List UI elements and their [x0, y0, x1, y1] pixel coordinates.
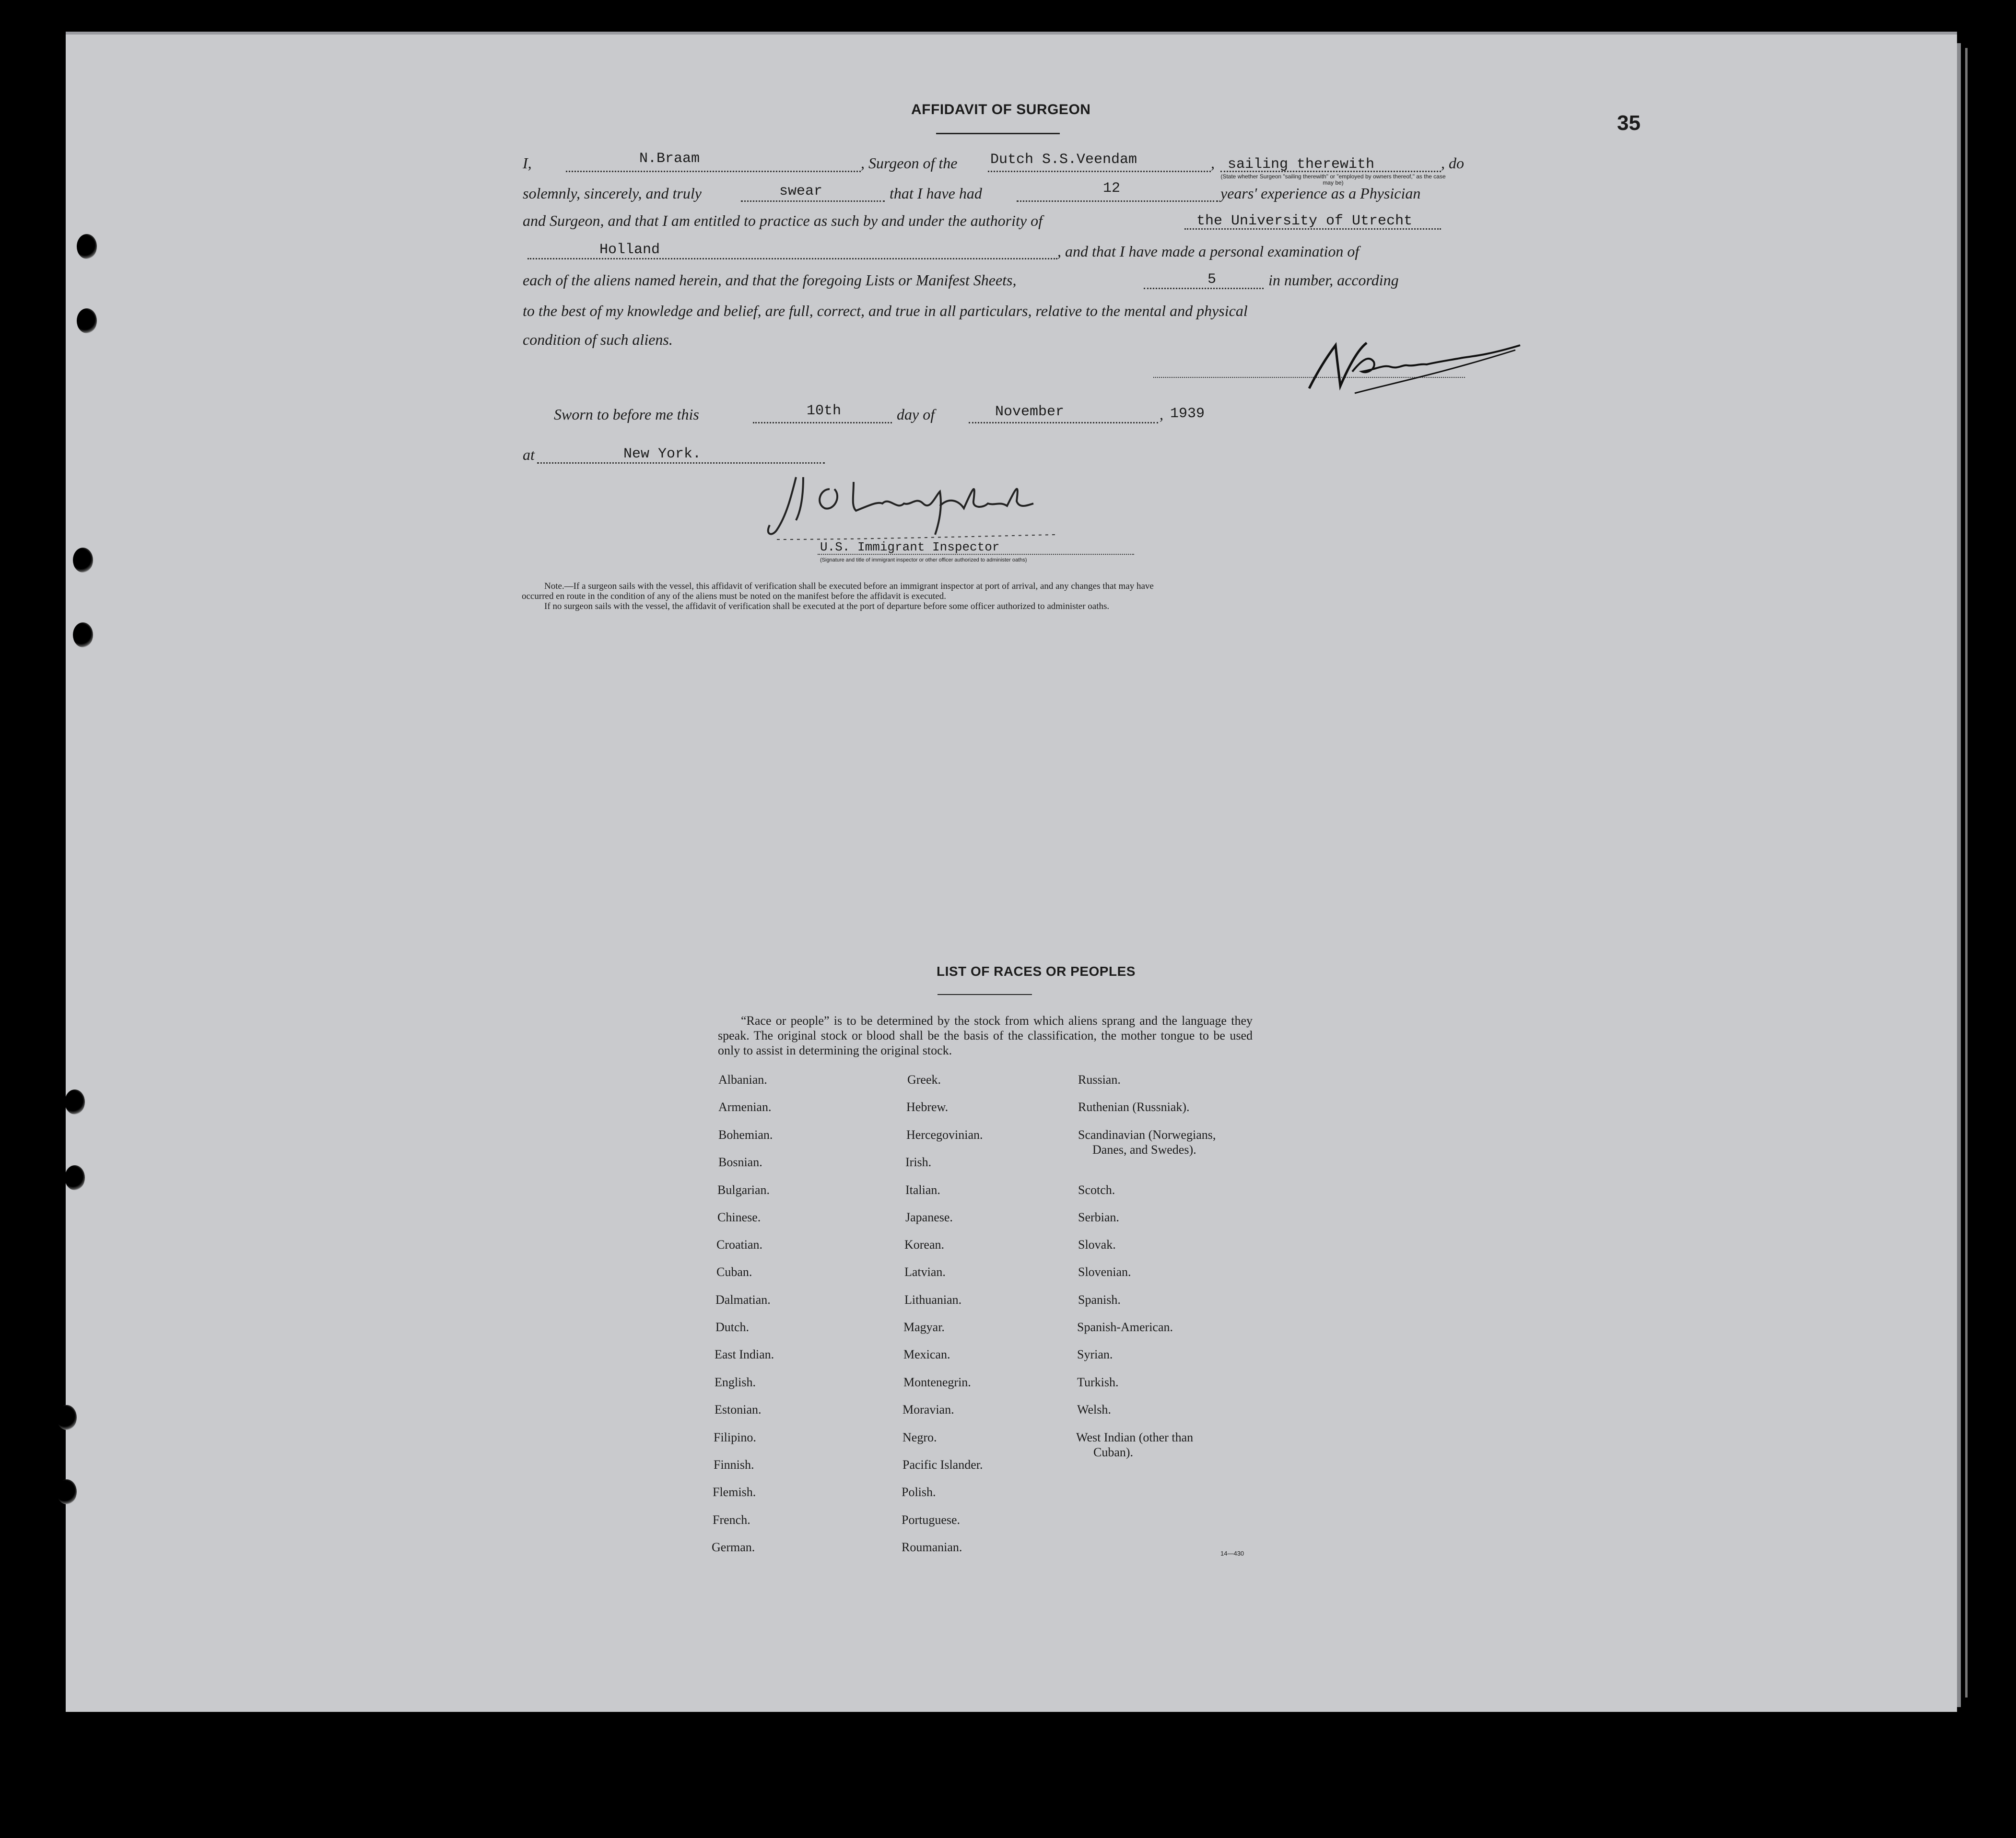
- blank-line: [741, 200, 885, 202]
- sworn-place: New York.: [623, 446, 702, 462]
- title-underline: [936, 133, 1060, 134]
- race-item: Scotch.: [1078, 1183, 1115, 1197]
- race-item: Greek.: [907, 1073, 941, 1087]
- race-item: Scandinavian (Norwegians,: [1078, 1128, 1216, 1142]
- race-item: Negro.: [903, 1430, 937, 1444]
- form-text: , Surgeon of the: [861, 154, 958, 172]
- note-line: occurred en route in the condition of any of the aliens must be noted on the manifest before the affidavit is executed.: [522, 591, 946, 601]
- form-text: that I have had: [890, 185, 982, 202]
- race-item: Turkish.: [1077, 1375, 1119, 1389]
- blank-line: [969, 422, 1158, 423]
- race-item: Dutch.: [715, 1320, 750, 1334]
- surgeon-signature: [1295, 326, 1525, 398]
- form-text: Sworn to before me this: [554, 406, 699, 423]
- race-item: Spanish.: [1078, 1293, 1121, 1307]
- race-item: Pacific Islander.: [903, 1458, 983, 1472]
- race-item: Croatian.: [716, 1238, 763, 1252]
- race-item: Slovak.: [1078, 1238, 1116, 1252]
- race-item: Latvian.: [904, 1265, 946, 1279]
- form-text: years' experience as a Physician: [1220, 185, 1421, 202]
- form-text: at: [523, 446, 535, 463]
- form-text: day of: [897, 406, 935, 423]
- race-item: Slovenian.: [1078, 1265, 1131, 1279]
- oath-type: swear: [779, 183, 823, 199]
- race-item: Montenegrin.: [903, 1375, 971, 1389]
- race-item: Syrian.: [1077, 1347, 1113, 1361]
- binder-hole: [65, 1089, 85, 1114]
- sworn-month: November: [995, 404, 1065, 420]
- race-item: French.: [713, 1513, 750, 1527]
- form-text: to the best of my knowledge and belief, are full, correct, and true in all particulars, relative to the mental and physical: [523, 302, 1248, 319]
- status-caption: (State whether Surgeon "sailing therewith" or "employed by owners thereof," as the case may be): [1220, 173, 1446, 186]
- race-item: Portuguese.: [902, 1513, 961, 1527]
- sheet-count: 5: [1207, 271, 1217, 288]
- note-line: Note.—If a surgeon sails with the vessel, this affidavit of verification shall be executed before an immigrant inspector at port of arrival, and any changes that may have: [544, 581, 1154, 591]
- page-edge: [1965, 48, 1968, 1698]
- binder-hole: [65, 1165, 85, 1190]
- note-line: If no surgeon sails with the vessel, the affidavit of verification shall be executed at the port of departure before some officer authorized to administer oaths.: [544, 601, 1110, 611]
- form-text: in number, according: [1268, 271, 1399, 289]
- race-item: Roumanian.: [902, 1540, 962, 1554]
- sworn-day: 10th: [807, 403, 842, 419]
- form-text: and Surgeon, and that I am entitled to practice as such by and under the authority of: [523, 212, 1043, 229]
- form-text: , and that I have made a personal examination of: [1057, 243, 1360, 260]
- binder-hole: [57, 1479, 77, 1504]
- races-title: LIST OF RACES OR PEOPLES: [937, 964, 1136, 979]
- binder-hole: [73, 548, 93, 573]
- race-item: Moravian.: [903, 1403, 954, 1417]
- race-item: Polish.: [902, 1485, 936, 1499]
- binder-hole: [77, 234, 97, 259]
- form-text: solemnly, sincerely, and truly: [523, 185, 702, 202]
- race-item: Cuban).: [1093, 1445, 1134, 1459]
- inspector-signature: [758, 468, 1103, 544]
- race-item: Cuban.: [716, 1265, 752, 1279]
- race-item: German.: [712, 1540, 755, 1554]
- race-item: Bohemian.: [718, 1128, 773, 1142]
- race-item: Lithuanian.: [904, 1293, 962, 1307]
- blank-line: [1144, 288, 1264, 289]
- race-item: Japanese.: [905, 1210, 953, 1224]
- page-edge: [66, 32, 1957, 35]
- race-item: Ruthenian (Russniak).: [1078, 1100, 1190, 1114]
- authority-country: Holland: [599, 242, 660, 258]
- form-text: ,: [1160, 406, 1163, 423]
- race-item: Estonian.: [715, 1403, 762, 1417]
- surgeon-name: N.Braam: [639, 151, 700, 167]
- form-number: 14—430: [1220, 1550, 1244, 1557]
- race-item: Russian.: [1078, 1073, 1121, 1087]
- race-item: Welsh.: [1077, 1403, 1111, 1417]
- race-item: Armenian.: [718, 1100, 772, 1114]
- race-item: Italian.: [905, 1183, 940, 1197]
- form-text: each of the aliens named herein, and that the foregoing Lists or Manifest Sheets,: [523, 271, 1017, 289]
- binder-hole: [77, 308, 97, 333]
- blank-line: [753, 422, 892, 423]
- race-item: Spanish-American.: [1077, 1320, 1173, 1334]
- race-item: Bosnian.: [718, 1155, 762, 1169]
- inspector-caption: (Signature and title of immigrant inspector or other officer authorized to administer oaths): [820, 557, 1027, 563]
- page-edge: [1957, 43, 1961, 1707]
- form-text: ,: [1211, 154, 1215, 172]
- race-item: Finnish.: [714, 1458, 754, 1472]
- form-text: , do: [1441, 154, 1464, 172]
- authority: the University of Utrecht: [1196, 213, 1413, 229]
- sworn-year: 1939: [1170, 406, 1205, 422]
- race-item: Mexican.: [903, 1347, 950, 1361]
- race-item: Magyar.: [903, 1320, 945, 1334]
- title-underline: [938, 994, 1032, 995]
- race-item: Serbian.: [1078, 1210, 1119, 1224]
- race-item: East Indian.: [715, 1347, 774, 1361]
- affidavit-title: AFFIDAVIT OF SURGEON: [911, 102, 1091, 117]
- race-item: Chinese.: [717, 1210, 761, 1224]
- blank-line: [527, 258, 1057, 259]
- form-text: I,: [523, 154, 532, 172]
- blank-line: [537, 462, 825, 464]
- race-item: Danes, and Swedes).: [1092, 1143, 1196, 1157]
- race-item: Irish.: [905, 1155, 932, 1169]
- race-item: Bulgarian.: [717, 1183, 770, 1197]
- race-item: Albanian.: [718, 1073, 767, 1087]
- years-experience: 12: [1103, 180, 1121, 197]
- race-item: Filipino.: [714, 1430, 756, 1444]
- race-item: Hercegovinian.: [906, 1128, 983, 1142]
- blank-line: [566, 171, 861, 172]
- race-item: Hebrew.: [906, 1100, 949, 1114]
- race-item: Dalmatian.: [715, 1293, 771, 1307]
- blank-line: [1017, 200, 1218, 202]
- races-intro: “Race or people” is to be determined by the stock from which aliens sprang and the language they speak. The original stock or blood shall be the basis of the classification, the mother tongue to be used only to assist in determining the original stock.: [718, 1014, 1253, 1057]
- inspector-title: U.S. Immigrant Inspector: [820, 540, 1000, 554]
- race-item: Korean.: [904, 1238, 945, 1252]
- binder-hole: [57, 1405, 77, 1430]
- race-item: English.: [715, 1375, 756, 1389]
- form-text: condition of such aliens.: [523, 331, 673, 348]
- binder-hole: [73, 622, 93, 647]
- vessel-name: Dutch S.S.Veendam: [990, 152, 1137, 168]
- surgeon-status: sailing therewith: [1228, 156, 1375, 173]
- blank-line: [988, 171, 1211, 172]
- race-item: West Indian (other than: [1076, 1430, 1194, 1444]
- race-item: Flemish.: [713, 1485, 756, 1499]
- page-number: 35: [1617, 111, 1641, 135]
